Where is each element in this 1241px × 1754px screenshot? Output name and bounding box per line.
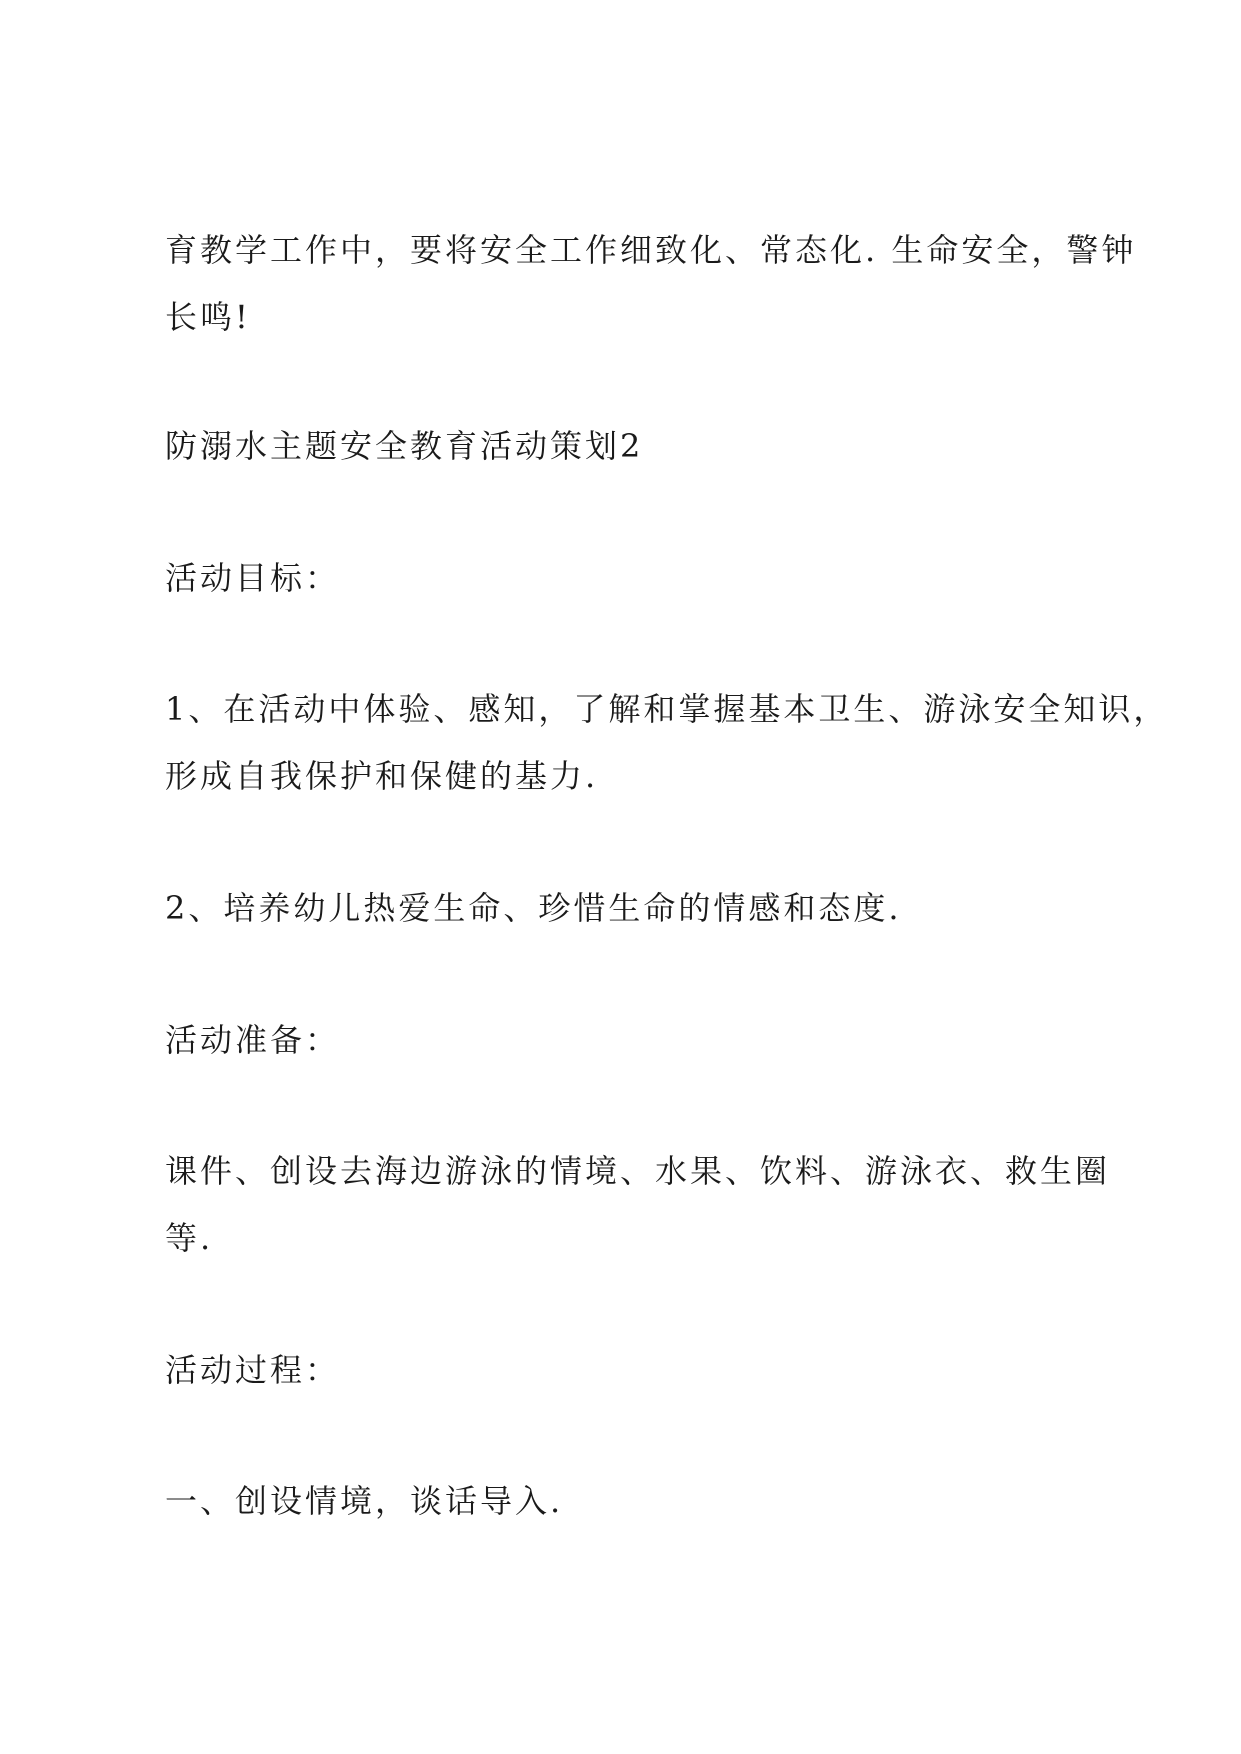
body-text-line: 育教学工作中，要将安全工作细致化、常态化. 生命安全，警钟 bbox=[165, 231, 1137, 269]
section-heading-preparation: 活动准备： bbox=[165, 1021, 341, 1059]
body-text-line: 2、培养幼儿热爱生命、珍惜生命的情感和态度. bbox=[165, 889, 902, 927]
body-text-line: 课件、创设去海边游泳的情境、水果、饮料、游泳衣、救生圈 bbox=[165, 1152, 1111, 1190]
section-heading-process: 活动过程： bbox=[165, 1351, 341, 1389]
body-text-line: 长鸣! bbox=[165, 298, 251, 336]
body-text-line: 形成自我保护和保健的基力. bbox=[165, 757, 599, 795]
body-text-line: 一、创设情境，谈话导入. bbox=[165, 1482, 564, 1520]
body-text-line: 等. bbox=[165, 1219, 214, 1257]
body-text-line: 1、在活动中体验、感知，了解和掌握基本卫生、游泳安全知识， bbox=[165, 690, 1169, 728]
section-heading-goals: 活动目标： bbox=[165, 559, 341, 597]
section-title: 防溺水主题安全教育活动策划2 bbox=[165, 427, 644, 465]
